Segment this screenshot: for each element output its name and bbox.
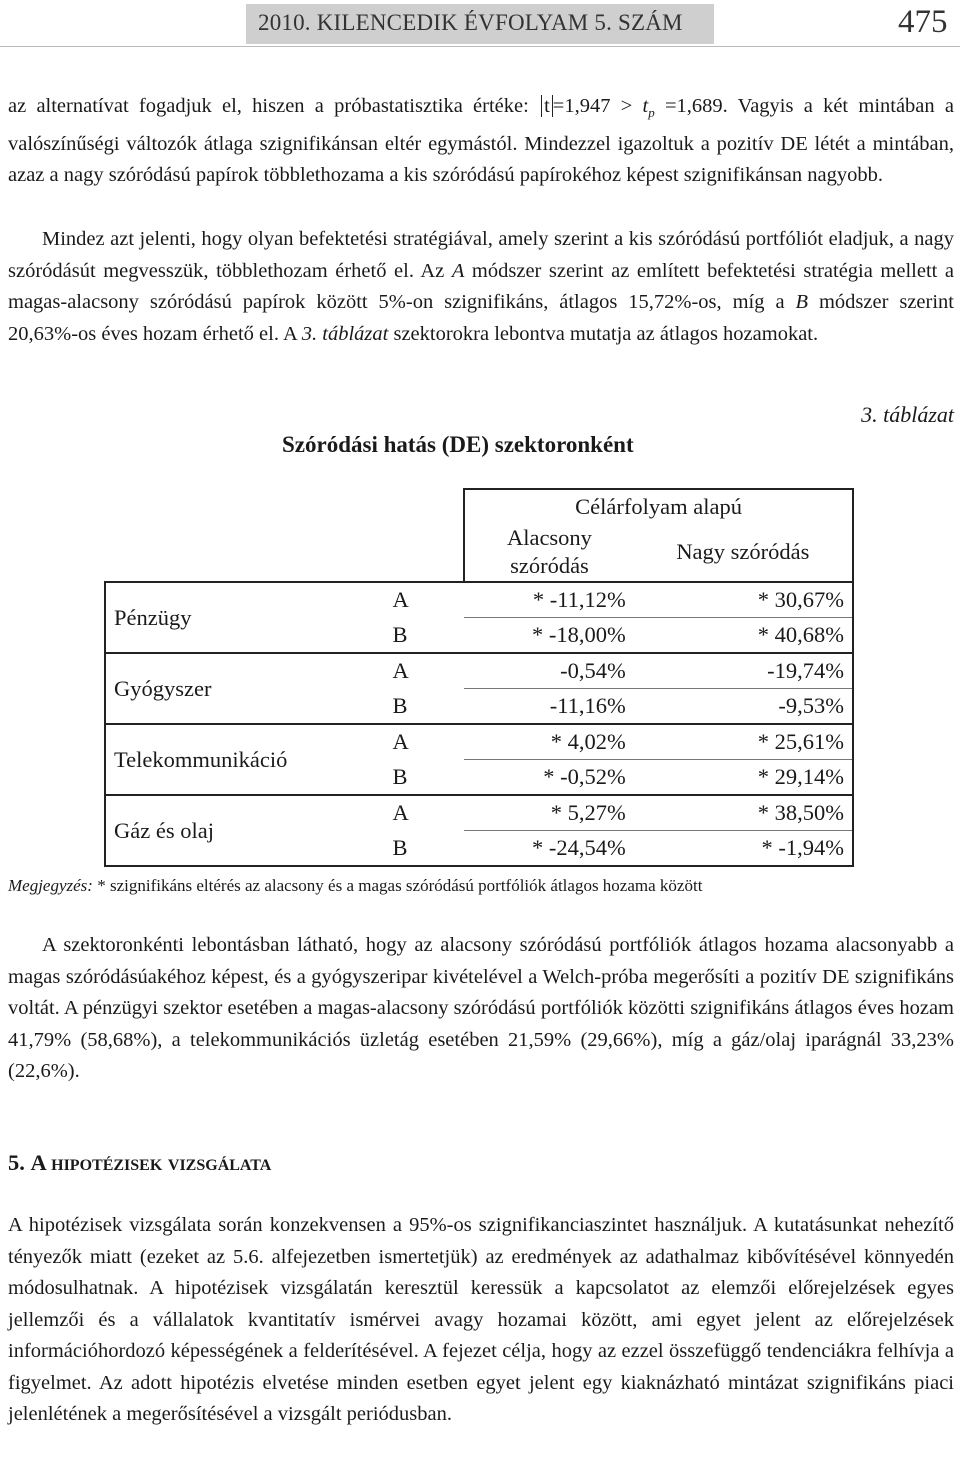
value-high: -9,53% bbox=[634, 689, 853, 725]
paragraph-1 bbox=[8, 91, 954, 192]
page-number: 475 bbox=[898, 4, 948, 40]
method-cell: A bbox=[384, 653, 464, 689]
para1-text-a: az alternatívat fogadjuk el, hiszen a próbastatisztika értéke: bbox=[8, 95, 540, 117]
method-cell: A bbox=[384, 795, 464, 831]
abs-t-symbol: t bbox=[544, 95, 550, 117]
paragraph-3 bbox=[8, 930, 954, 1088]
para1-rest: a két mintában a valószínűségi változók átlaga szignifikánsan eltér egymástól. Mindezzel igazoltuk a pozitív DE létét a mintában, azaz a nagy szóródású papírok többlethozama a kis szóródású papírokéhoz képest szignifikánsan nagyobb. bbox=[8, 95, 955, 187]
col-header-high: Nagy szóródás bbox=[634, 523, 853, 582]
data-table bbox=[104, 488, 854, 867]
para1-text-c: =1,689. Vagyis bbox=[654, 95, 794, 117]
value-low: * 5,27% bbox=[464, 795, 634, 831]
value-high: * 40,68% bbox=[634, 618, 853, 654]
table-title: Szóródási hatás (DE) szektoronként bbox=[282, 432, 634, 457]
para2-text-b: módszer szerint az említett befektetési stratégia mellett a magas-alacsony szóródású papírok között 5%-on szignifikáns, átlagos 15,72%-os, míg a bbox=[8, 259, 954, 313]
group-header: Célárfolyam alapú bbox=[464, 489, 853, 523]
para2-text-d: szektorokra lebontva mutatja az átlagos hozamokat. bbox=[388, 322, 819, 345]
section-heading bbox=[8, 1150, 271, 1176]
para2-text-a: Mindez azt jelenti, hogy olyan befektetési stratégiával, amely szerint a kis szóródású portfóliót eladjuk, a nagy szóródásút megvesszük, többlethozam érhető el. Az bbox=[8, 228, 954, 282]
table-caption: 3. táblázat bbox=[861, 402, 954, 427]
section-number: 5. bbox=[8, 1150, 25, 1175]
value-high: -19,74% bbox=[634, 653, 853, 689]
value-high: * 38,50% bbox=[634, 795, 853, 831]
journal-header: 2010. KILENCEDIK ÉVFOLYAM 5. SZÁM bbox=[258, 10, 683, 35]
table-note bbox=[8, 876, 702, 896]
method-cell: A bbox=[384, 582, 464, 618]
paragraph-2 bbox=[8, 224, 954, 350]
sector-cell: Telekommunikáció bbox=[105, 724, 384, 795]
method-cell: A bbox=[384, 724, 464, 760]
method-cell: B bbox=[384, 760, 464, 796]
abs-value-t bbox=[541, 95, 553, 117]
paragraph-4 bbox=[8, 1210, 954, 1431]
section-title: A hipotézisek vizsgálata bbox=[30, 1150, 272, 1175]
value-low: -0,54% bbox=[464, 653, 634, 689]
value-high: * -1,94% bbox=[634, 831, 853, 867]
method-b-ref: B bbox=[795, 291, 809, 313]
value-high: * 30,67% bbox=[634, 582, 853, 618]
para1-text-b: =1,947 > bbox=[552, 95, 643, 117]
note-text: * szignifikáns eltérés az alacsony és a magas szóródású portfóliók átlagos hozama között bbox=[92, 876, 703, 895]
para4-text: A hipotézisek vizsgálata során konzekvensen a 95%-os szignifikanciaszintet használjuk. A kutatásunkat nehezítő tényezők miatt (ezeket az 5.6. alfejezetben ismertetjük) az eredmények az adathalmaz kibővítésével könnyedén módosulhatnak. A hipotézisek vizsgálatán keresztül keressük a kapcsolatot az elemzői előrejelzések egyes jellemzői és a vállalatok kvantitatív ismérvei avagy hozamai között, ami egyet jelent az előrejelzések információhordozó képességének a felderítésével. A fejezet célja, hogy az ezzel összefüggő tendenciákra felhívja a figyelmet. Az adott hipotézis elvetése minden esetben egyet jelent egy kiaknázható mintázat szignifikáns piaci jelenlétének a megerősítésével a vizsgált periódusban. bbox=[8, 1214, 954, 1425]
t-subscript: p bbox=[648, 105, 655, 121]
sector-cell: Gyógyszer bbox=[105, 653, 384, 724]
value-low: -11,16% bbox=[464, 689, 634, 725]
para3-text: A szektoronkénti lebontásban látható, hogy az alacsony szóródású portfóliók átlagos hozama alacsonyabb a magas szóródásúakéhoz képest, és a gyógyszeripar kivételével a Welch-próba megerősíti a pozitív DE szignifikáns voltát. A pénzügyi szektor esetében a magas-alacsony szóródású portfóliók közötti szignifikáns átlagos éves hozam 41,79% (58,68%), a telekommunikációs üzletág esetében 21,59% (29,66%), míg a gáz/olaj iparágnál 33,23% (22,6%). bbox=[8, 934, 954, 1082]
table-ref: 3. táblázat bbox=[301, 322, 389, 345]
value-high: * 25,61% bbox=[634, 724, 853, 760]
method-cell: B bbox=[384, 618, 464, 654]
header-divider bbox=[0, 46, 960, 47]
col-header-low: Alacsony szóródás bbox=[464, 523, 634, 582]
method-cell: B bbox=[384, 689, 464, 725]
value-low: * -18,00% bbox=[464, 618, 634, 654]
value-low: * -24,54% bbox=[464, 831, 634, 867]
sector-cell: Pénzügy bbox=[105, 582, 384, 653]
note-label: Megjegyzés: bbox=[8, 876, 93, 895]
value-low: * -11,12% bbox=[464, 582, 634, 618]
value-low: * 4,02% bbox=[464, 724, 634, 760]
sector-cell: Gáz és olaj bbox=[105, 795, 384, 866]
method-a-ref: A bbox=[451, 259, 465, 282]
t-symbol: t bbox=[642, 95, 649, 117]
value-low: * -0,52% bbox=[464, 760, 634, 796]
value-high: * 29,14% bbox=[634, 760, 853, 796]
method-cell: B bbox=[384, 831, 464, 867]
para2-text-c: módszer szerint 20,63%-os éves hozam érhető el. A bbox=[8, 291, 954, 345]
